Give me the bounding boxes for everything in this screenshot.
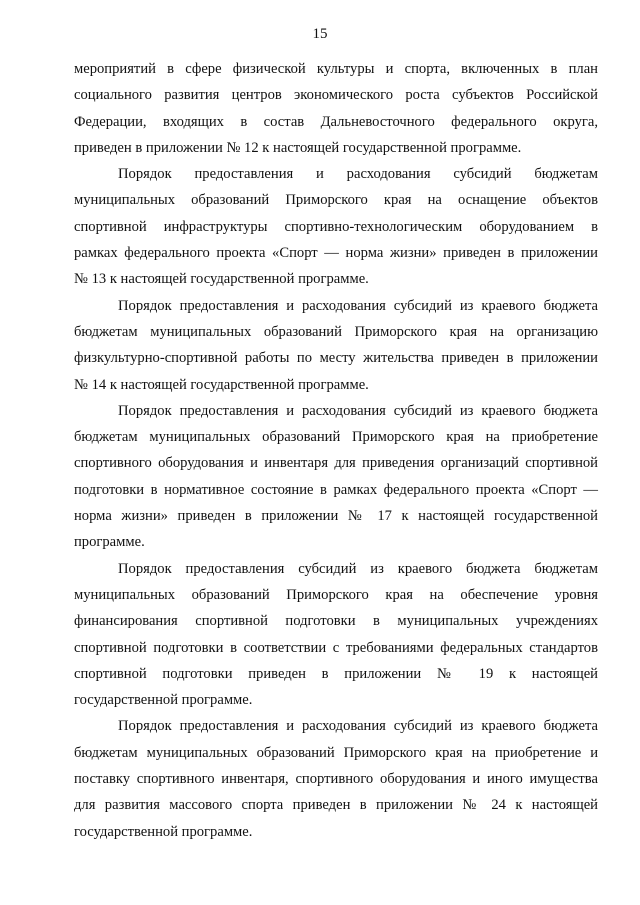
paragraph-2 [74,161,598,292]
text-line: бюджетам муниципальных образований Приморского края на приобретение [74,429,598,446]
paragraph-1 [74,56,598,161]
text-line: муниципальных образований Приморского края на оснащение объектов [74,192,598,209]
document-body [74,56,598,845]
text-line: программе. [74,534,145,551]
text-line: государственной программе. [74,823,253,840]
text-line: Федерации, входящих в состав Дальневосточного федерального округа, [74,113,598,130]
text-line: подготовки в нормативное состояние в рамках федерального проекта «Спорт — [74,481,598,498]
text-line: физкультурно-спортивной работы по месту жительства приведен в приложении [74,350,598,367]
text-line: Порядок предоставления субсидий из краевого бюджета бюджетам [118,560,598,577]
text-line: бюджетам муниципальных образований Приморского края на приобретение и [74,744,598,761]
text-line: Порядок предоставления и расходования субсидий из краевого бюджета [118,718,598,735]
text-line: для развития массового спорта приведен в приложении № 24 к настоящей [74,797,598,814]
text-line: поставку спортивного инвентаря, спортивного оборудования и иного имущества [74,771,598,788]
text-line: Порядок предоставления и расходования субсидий из краевого бюджета [118,402,598,419]
page-number: 15 [312,26,328,42]
text-line: рамках федерального проекта «Спорт — норма жизни» приведен в приложении [74,245,598,262]
text-line: № 13 к настоящей государственной программе. [74,271,369,288]
paragraph-6 [74,713,598,844]
text-line: бюджетам муниципальных образований Приморского края на организацию [74,323,598,340]
paragraph-3 [74,293,598,398]
text-line: муниципальных образований Приморского края на обеспечение уровня [74,586,598,603]
text-line: спортивной подготовки приведен в приложении № 19 к настоящей [74,665,598,682]
text-line: социального развития центров экономического роста субъектов Российской [74,87,598,104]
paragraph-5 [74,556,598,714]
text-line: мероприятий в сфере физической культуры и спорта, включенных в план [74,61,598,77]
paragraph-4 [74,398,598,556]
text-line: Порядок предоставления и расходования субсидий бюджетам [118,166,598,183]
text-line: государственной программе. [74,692,253,709]
text-line: Порядок предоставления и расходования субсидий из краевого бюджета [118,297,598,314]
text-line: приведен в приложении № 12 к настоящей государственной программе. [74,139,522,156]
text-line: норма жизни» приведен в приложении № 17 к настоящей государственной [74,508,598,525]
text-line: № 14 к настоящей государственной программе. [74,376,369,393]
text-line: финансирования спортивной подготовки в муниципальных учреждениях [74,613,598,630]
text-line: спортивного оборудования и инвентаря для приведения организаций спортивной [74,455,598,472]
text-line: спортивной подготовки в соответствии с требованиями федеральных стандартов [74,639,598,656]
text-line: спортивной инфраструктуры спортивно-технологическим оборудованием в [74,218,598,235]
